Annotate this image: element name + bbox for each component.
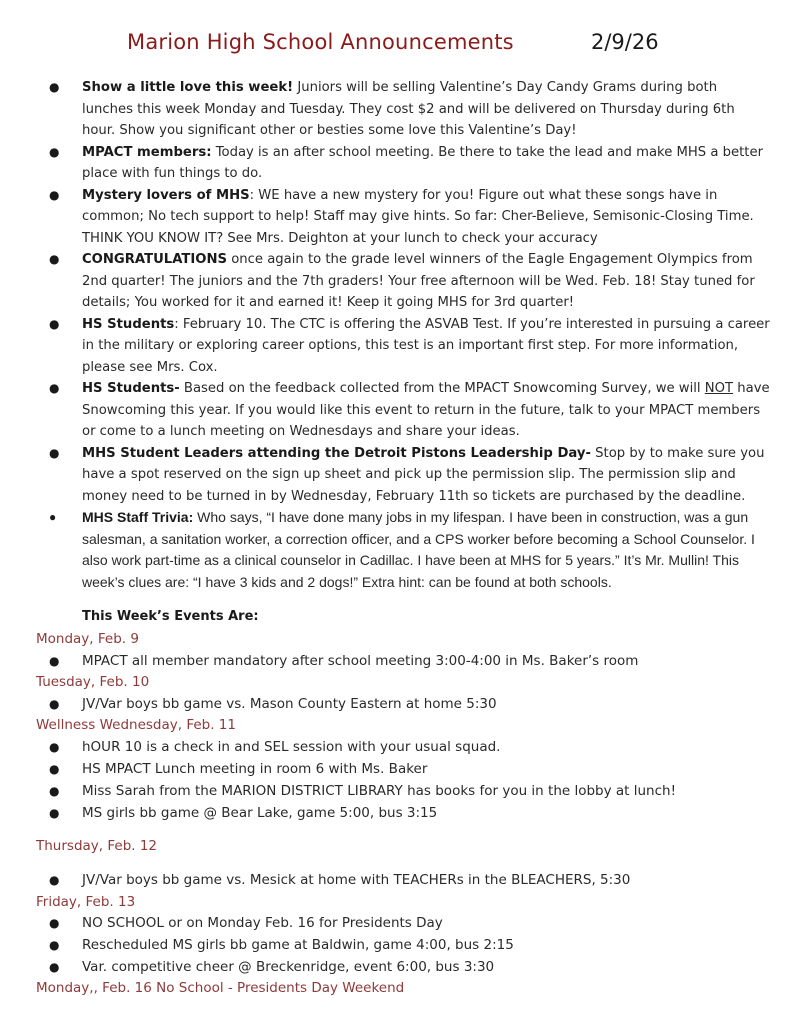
- bullet-icon: ●: [49, 80, 60, 94]
- bullet-icon: ●: [49, 873, 60, 887]
- announcement-body: Stop by to make sure you have a spot reserved on the sign up sheet and pick up the permission slip. The permission slip and money need to be turned in by Wednesday, February 11th so tickets are purchased by the deadline.: [82, 445, 765, 504]
- announcement-item-congratulations: [0, 249, 791, 314]
- day-header-presidents-day: Monday,, Feb. 16 No School - Presidents Day Weekend: [36, 980, 405, 996]
- announcements-list: [0, 77, 791, 593]
- announcement-item-mystery: [0, 185, 791, 250]
- event-item: HS MPACT Lunch meeting in room 6 with Ms. Baker: [82, 761, 428, 777]
- bullet-icon: ●: [49, 510, 57, 524]
- page-title: Marion High School Announcements: [127, 30, 514, 54]
- event-item: Var. competitive cheer @ Breckenridge, event 6:00, bus 3:30: [82, 959, 495, 975]
- bullet-icon: ●: [49, 960, 60, 974]
- event-item: MPACT all member mandatory after school meeting 3:00-4:00 in Ms. Baker’s room: [82, 653, 639, 669]
- bullet-icon: ●: [49, 916, 60, 930]
- bullet-icon: ●: [49, 806, 60, 820]
- announcement-body: : February 10. The CTC is offering the ASVAB Test. If you’re interested in pursuing a career in the military or exploring career options, this test is an important first step. For more information, please see Mrs. Cox.: [82, 316, 770, 375]
- bullet-icon: ●: [49, 144, 60, 159]
- event-item: MS girls bb game @ Bear Lake, game 5:00, bus 3:15: [82, 805, 438, 821]
- event-item: Miss Sarah from the MARION DISTRICT LIBRARY has books for you in the lobby at lunch!: [82, 783, 677, 799]
- bullet-icon: ●: [49, 654, 60, 668]
- day-header-thursday: Thursday, Feb. 12: [36, 838, 158, 854]
- day-header-tuesday: Tuesday, Feb. 10: [36, 674, 150, 690]
- day-header-friday: Friday, Feb. 13: [36, 894, 136, 910]
- announcement-body: Who says, “I have done many jobs in my lifespan. I have been in construction, was a gun salesman, a sanitation worker, a correction officer, and a CPS worker before becoming a School Counselor. I also work part-time as a clinical counselor in Cadillac. I have been at MHS for 5 years.” It’s Mr. Mullin! This week’s clues are: “I have 3 kids and 2 dogs!” Extra hint: can be found at both schools.: [82, 509, 755, 590]
- announcement-body: Today is an after school meeting. Be there to take the lead and make MHS a better place with fun things to do.: [82, 144, 763, 181]
- announcement-body: Juniors will be selling Valentine’s Day Candy Grams during both lunches this week Monday and Tuesday. They cost $2 and will be delivered on Thursday during 6th hour. Show you significant other or besties some love this Valentine’s Day!: [82, 80, 735, 138]
- announcement-lead: Show a little love this week!: [82, 80, 294, 95]
- bullet-icon: ●: [49, 381, 60, 395]
- announcement-lead: HS Students: [82, 316, 175, 332]
- bullet-icon: ●: [49, 938, 60, 952]
- announcement-lead: CONGRATULATIONS: [82, 252, 228, 267]
- bullet-icon: ●: [49, 252, 60, 266]
- announcement-item-valentines: [0, 77, 791, 142]
- announcement-body: once again to the grade level winners of the Eagle Engagement Olympics from 2nd quarter! The juniors and the 7th graders! Your free afternoon will be Wed. Feb. 18! Stay tuned for details; You worked for it and earned it! Keep it going MHS for 3rd quarter!: [82, 252, 755, 310]
- bullet-icon: ●: [49, 445, 60, 460]
- announcement-item-mpact-members: [0, 142, 791, 185]
- bullet-icon: ●: [49, 697, 60, 711]
- bullet-icon: ●: [49, 784, 60, 798]
- announcement-body-continued: have Snowcoming this year. If you would like this event to return in the future, talk to your MPACT members or come to a lunch meeting on Wednesdays and share your ideas.: [82, 381, 770, 439]
- announcement-lead: MHS Staff Trivia:: [82, 509, 194, 525]
- event-item: JV/Var boys bb game vs. Mesick at home with TEACHERs in the BLEACHERS, 5:30: [82, 872, 631, 888]
- bullet-icon: ●: [49, 762, 60, 776]
- events-section-title: This Week’s Events Are:: [82, 609, 259, 624]
- announcement-body: : WE have a new mystery for you! Figure out what these songs have in common; No tech support to help! Staff may give hints. So far: Cher-Believe, Semisonic-Closing Time. THINK YOU KNOW IT? See Mrs. Deighton at your lunch to check your accuracy: [82, 187, 754, 246]
- bullet-icon: ●: [49, 187, 60, 202]
- announcement-item-snowcoming: [0, 378, 791, 443]
- announcement-body: Based on the feedback collected from the MPACT Snowcoming Survey, we will: [179, 381, 705, 396]
- announcement-lead: MHS Student Leaders attending the Detroit Pistons Leadership Day-: [82, 445, 591, 461]
- event-item: NO SCHOOL or on Monday Feb. 16 for Presidents Day: [82, 915, 443, 931]
- announcement-item-staff-trivia: [0, 507, 791, 593]
- announcement-lead: HS Students-: [82, 381, 180, 396]
- event-item: Rescheduled MS girls bb game at Baldwin, game 4:00, bus 2:15: [82, 937, 514, 953]
- announcement-item-pistons: [0, 443, 791, 508]
- announcement-lead: MPACT members:: [82, 144, 212, 160]
- day-header-wednesday: Wellness Wednesday, Feb. 11: [36, 717, 236, 733]
- announcement-lead: Mystery lovers of MHS: [82, 187, 250, 203]
- document-header: [0, 30, 791, 60]
- announcement-date: 2/9/26: [591, 30, 659, 54]
- day-header-monday: Monday, Feb. 9: [36, 631, 139, 647]
- announcement-item-asvab: [0, 314, 791, 379]
- bullet-icon: ●: [49, 740, 60, 754]
- underlined-emphasis: NOT: [704, 381, 734, 396]
- event-item: hOUR 10 is a check in and SEL session with your usual squad.: [82, 739, 501, 755]
- bullet-icon: ●: [49, 316, 60, 331]
- event-item: JV/Var boys bb game vs. Mason County Eastern at home 5:30: [82, 696, 497, 712]
